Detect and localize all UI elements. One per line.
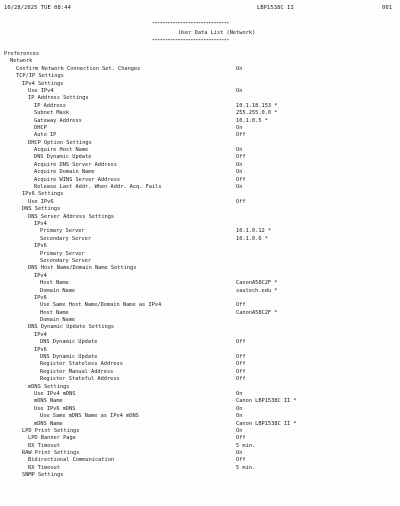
setting-row xyxy=(0,280,400,287)
setting-row xyxy=(0,110,400,117)
setting-value: Off xyxy=(236,198,246,205)
setting-value: On xyxy=(236,413,243,420)
setting-label: IPv6 Settings xyxy=(22,191,64,198)
setting-label: RX Timeout xyxy=(28,464,60,471)
setting-row xyxy=(0,398,400,405)
setting-label: IPv4 xyxy=(34,220,47,227)
setting-value: 10.1.18.153 * xyxy=(236,102,278,109)
setting-value: Off xyxy=(236,132,246,139)
setting-value: Off xyxy=(236,361,246,368)
setting-row xyxy=(0,435,400,442)
setting-row xyxy=(0,154,400,161)
setting-row xyxy=(0,347,400,354)
setting-label: mDNS Settings xyxy=(28,383,70,390)
report-title: User Data List (Network) xyxy=(178,30,256,36)
setting-label: Acquire DNS Server Address xyxy=(34,161,117,168)
setting-row xyxy=(0,369,400,376)
setting-row xyxy=(0,103,400,110)
setting-row xyxy=(0,339,400,346)
setting-value: On xyxy=(236,147,243,154)
setting-row xyxy=(0,58,400,65)
setting-value: CanonA58C2F * xyxy=(236,280,278,287)
setting-label: Domain Name xyxy=(40,287,76,294)
setting-row xyxy=(0,310,400,317)
setting-label: DHCP xyxy=(34,124,47,131)
setting-value: Canon LBP1538C II * xyxy=(236,398,297,405)
setting-value: On xyxy=(236,169,243,176)
setting-row xyxy=(0,221,400,228)
setting-value: On xyxy=(236,161,243,168)
setting-value: On xyxy=(236,65,243,72)
setting-label: Acquire Host Name xyxy=(34,147,89,154)
setting-value: On xyxy=(236,450,243,457)
setting-label: Primary Server xyxy=(40,228,85,235)
setting-label: Use IPv6 xyxy=(28,198,54,205)
setting-label: Network xyxy=(10,58,33,65)
setting-value: 5 min. xyxy=(236,442,256,449)
setting-row xyxy=(0,413,400,420)
setting-label: Host Name xyxy=(40,309,69,316)
setting-label: SNMP Settings xyxy=(22,472,64,479)
setting-row xyxy=(0,324,400,331)
setting-row xyxy=(0,191,400,198)
setting-row xyxy=(0,295,400,302)
setting-label: RX Timeout xyxy=(28,442,60,449)
setting-row xyxy=(0,140,400,147)
setting-label: IP Address Settings xyxy=(28,95,89,102)
setting-label: mDNS Name xyxy=(34,398,63,405)
setting-value: 10.1.0.6 * xyxy=(236,235,268,242)
setting-value: Off xyxy=(236,435,246,442)
setting-row xyxy=(0,243,400,250)
setting-label: Use Same Host Name/Domain Name as IPv4 xyxy=(40,302,162,309)
setting-label: Acquire Domain Name xyxy=(34,169,95,176)
setting-row xyxy=(0,177,400,184)
setting-label: Primary Server xyxy=(40,250,85,257)
setting-label: Use IPv6 mDNS xyxy=(34,405,76,412)
setting-row xyxy=(0,88,400,95)
setting-value: 255.255.0.0 * xyxy=(236,110,278,117)
setting-row xyxy=(0,51,400,58)
setting-label: mDNS Name xyxy=(34,420,63,427)
title-border-bottom: ****************************** xyxy=(152,39,229,44)
setting-label: TCP/IP Settings xyxy=(16,73,64,80)
setting-label: Preferences xyxy=(4,51,40,57)
setting-row xyxy=(0,288,400,295)
setting-label: Bidirectional Communication xyxy=(28,457,115,464)
setting-row xyxy=(0,457,400,464)
setting-value: On xyxy=(236,124,243,131)
setting-label: Secondary Server xyxy=(40,235,92,242)
setting-value: On xyxy=(236,405,243,412)
setting-label: IP Address xyxy=(34,102,66,109)
setting-row xyxy=(0,265,400,272)
setting-label: DNS Server Address Settings xyxy=(28,213,115,220)
setting-row xyxy=(0,391,400,398)
setting-label: IPv4 xyxy=(34,272,47,279)
setting-row xyxy=(0,66,400,73)
setting-row xyxy=(0,214,400,221)
setting-label: Use IPv4 mDNS xyxy=(34,390,76,397)
setting-label: Secondary Server xyxy=(40,257,92,264)
setting-value: 10.1.0.5 * xyxy=(236,117,268,124)
setting-row xyxy=(0,251,400,258)
setting-label: Acquire WINS Server Address xyxy=(34,176,121,183)
setting-value: Off xyxy=(236,354,246,361)
setting-row xyxy=(0,125,400,132)
setting-row xyxy=(0,236,400,243)
setting-row xyxy=(0,354,400,361)
setting-row xyxy=(0,361,400,368)
setting-label: Host Name xyxy=(40,280,69,287)
setting-row xyxy=(0,443,400,450)
setting-value: 5 min. xyxy=(236,464,256,471)
setting-row xyxy=(0,162,400,169)
setting-label: IPv4 xyxy=(34,331,47,338)
setting-value: Off xyxy=(236,457,246,464)
setting-value: On xyxy=(236,184,243,191)
setting-row xyxy=(0,472,400,479)
setting-label: Use Same mDNS Name as IPv4 mDNS xyxy=(40,413,139,420)
setting-value: Off xyxy=(236,302,246,309)
setting-row xyxy=(0,95,400,102)
setting-label: DNS Dynamic Update xyxy=(34,154,92,161)
setting-row xyxy=(0,81,400,88)
setting-label: DNS Dynamic Update xyxy=(40,354,98,361)
setting-row xyxy=(0,450,400,457)
setting-label: LPD Banner Page xyxy=(28,435,76,442)
setting-value: Off xyxy=(236,368,246,375)
setting-label: IPv6 xyxy=(34,243,47,250)
setting-label: Confirm Network Connection Set. Changes xyxy=(16,65,141,72)
printer-model: LBP1538C II xyxy=(257,5,294,11)
setting-label: LPD Print Settings xyxy=(22,427,80,434)
setting-value: On xyxy=(236,390,243,397)
setting-row xyxy=(0,317,400,324)
setting-label: Gateway Address xyxy=(34,117,82,124)
setting-row xyxy=(0,73,400,80)
setting-value: Off xyxy=(236,376,246,383)
setting-row xyxy=(0,258,400,265)
setting-label: Domain Name xyxy=(40,317,76,324)
setting-value: On xyxy=(236,87,243,94)
setting-label: Register Stateful Address xyxy=(40,376,120,383)
setting-value: Canon LBP1538C II * xyxy=(236,420,297,427)
setting-label: IPv6 xyxy=(34,294,47,301)
setting-value: Off xyxy=(236,339,246,346)
setting-row xyxy=(0,169,400,176)
print-datetime: 10/28/2025 TUE 08:44 xyxy=(4,5,71,11)
page-number: 001 xyxy=(382,5,393,11)
setting-label: DNS Dynamic Update xyxy=(40,339,98,346)
title-border-top: ****************************** xyxy=(152,22,229,27)
setting-label: RAW Print Settings xyxy=(22,450,80,457)
setting-row xyxy=(0,228,400,235)
setting-row xyxy=(0,302,400,309)
setting-label: DNS Dynamic Update Settings xyxy=(28,324,115,331)
settings-list xyxy=(0,51,400,480)
setting-label: Auto IP xyxy=(34,132,57,139)
setting-row xyxy=(0,132,400,139)
setting-row xyxy=(0,332,400,339)
setting-row xyxy=(0,428,400,435)
setting-label: Register Manual Address xyxy=(40,368,114,375)
setting-value: On xyxy=(236,427,243,434)
setting-row xyxy=(0,376,400,383)
setting-row xyxy=(0,199,400,206)
setting-row xyxy=(0,406,400,413)
setting-row xyxy=(0,384,400,391)
setting-label: Register Stateless Address xyxy=(40,361,123,368)
setting-row xyxy=(0,206,400,213)
setting-row xyxy=(0,273,400,280)
setting-label: DNS Host Name/Domain Name Settings xyxy=(28,265,137,272)
setting-label: Subnet Mask xyxy=(34,110,70,117)
setting-row xyxy=(0,184,400,191)
setting-row xyxy=(0,118,400,125)
setting-label: DHCP Option Settings xyxy=(28,139,92,146)
setting-label: IPv6 xyxy=(34,346,47,353)
setting-row xyxy=(0,465,400,472)
setting-label: Release Last Addr. When Addr. Acq. Fails xyxy=(34,184,162,191)
setting-label: Use IPv4 xyxy=(28,87,54,94)
setting-value: Off xyxy=(236,176,246,183)
setting-row xyxy=(0,147,400,154)
setting-label: IPv4 Settings xyxy=(22,80,64,87)
setting-label: DNS Settings xyxy=(22,206,61,213)
setting-value: CanonA58C2F * xyxy=(236,309,278,316)
setting-value: Off xyxy=(236,154,246,161)
setting-value: sautech.edu * xyxy=(236,287,278,294)
setting-row xyxy=(0,421,400,428)
setting-value: 10.1.0.12 * xyxy=(236,228,272,235)
